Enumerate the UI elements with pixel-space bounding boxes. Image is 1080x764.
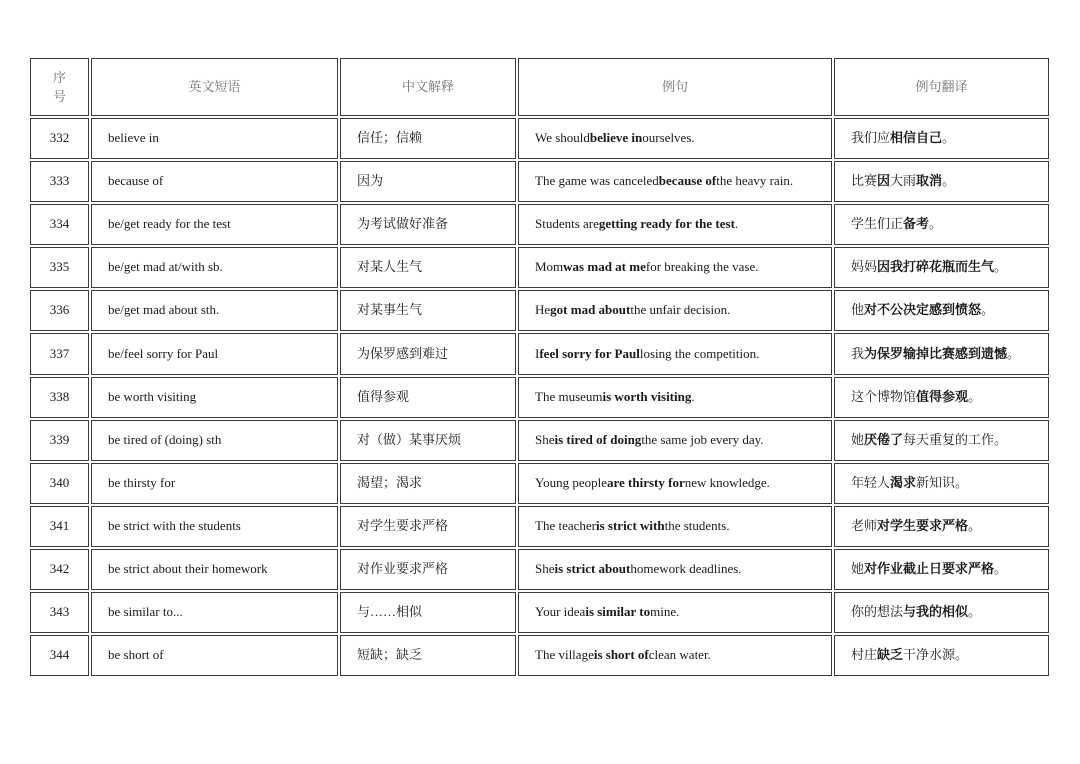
example-text: the same job every day.	[641, 431, 764, 447]
translation-text: 。	[942, 173, 956, 189]
example-text: the heavy rain.	[716, 173, 794, 189]
row-number: 335	[30, 247, 89, 288]
example-highlight: is worth visiting	[602, 388, 692, 404]
chinese-meaning: 对某事生气	[340, 290, 516, 331]
example-text: The teacher	[535, 517, 596, 533]
row-number: 333	[30, 161, 89, 202]
translation-text: 。	[968, 517, 982, 533]
header-number	[30, 58, 89, 116]
example-text: homework deadlines.	[630, 561, 742, 577]
table-row	[30, 290, 1051, 333]
example-sentence	[518, 506, 832, 547]
translation-text: 。	[994, 561, 1008, 577]
translation-text: 村庄	[851, 647, 878, 663]
english-phrase: be/get ready for the test	[91, 204, 338, 245]
example-highlight: getting ready for the test	[598, 216, 735, 232]
table-row	[30, 549, 1051, 592]
example-translation	[834, 635, 1049, 676]
example-highlight: is tired of doing	[554, 431, 642, 447]
table-row	[30, 161, 1051, 204]
example-text: I	[535, 345, 540, 361]
table-header-row	[30, 58, 1051, 118]
example-translation	[834, 549, 1049, 590]
translation-text: 每天重复的工作。	[903, 431, 1008, 447]
example-text: the students.	[664, 517, 730, 533]
chinese-meaning: 为考试做好准备	[340, 204, 516, 245]
english-phrase: be worth visiting	[91, 377, 338, 418]
translation-text: 学生们正	[851, 216, 904, 232]
translation-text: 妈妈	[851, 259, 878, 275]
example-text: new knowledge.	[684, 474, 770, 490]
row-number: 339	[30, 420, 89, 461]
table-row	[30, 204, 1051, 247]
header-number-line2: 号	[52, 89, 66, 104]
translation-text: 年轻人	[851, 474, 891, 490]
chinese-meaning: 对某人生气	[340, 247, 516, 288]
translation-highlight: 对作业截止日要求严格	[864, 561, 995, 577]
translation-text: 比赛	[851, 173, 878, 189]
example-highlight: are thirsty for	[607, 474, 685, 490]
example-sentence	[518, 247, 832, 288]
chinese-meaning: 对作业要求严格	[340, 549, 516, 590]
header-translation: 例句翻译	[834, 58, 1049, 116]
row-number: 338	[30, 377, 89, 418]
translation-text: 他	[851, 302, 865, 318]
english-phrase: be short of	[91, 635, 338, 676]
row-number: 336	[30, 290, 89, 331]
example-sentence	[518, 635, 832, 676]
english-phrase: be/get mad at/with sb.	[91, 247, 338, 288]
example-text: Your idea	[535, 604, 586, 620]
translation-text: 这个博物馆	[851, 388, 917, 404]
header-example: 例句	[518, 58, 832, 116]
translation-highlight: 对不公决定感到愤怒	[864, 302, 982, 318]
row-number: 340	[30, 463, 89, 504]
english-phrase: believe in	[91, 118, 338, 159]
example-highlight: got mad about	[550, 302, 631, 318]
example-text: for breaking the vase.	[645, 259, 759, 275]
translation-highlight: 与我的相似	[903, 604, 969, 620]
english-phrase: be strict with the students	[91, 506, 338, 547]
example-text: .	[734, 216, 739, 232]
translation-text: 。	[968, 604, 982, 620]
translation-text: 老师	[851, 517, 878, 533]
translation-highlight: 缺乏	[877, 647, 904, 663]
example-text: ourselves.	[642, 130, 695, 146]
translation-text: 。	[929, 216, 943, 232]
example-translation	[834, 377, 1049, 418]
header-number-line1: 序	[52, 69, 66, 85]
table-row	[30, 592, 1051, 635]
translation-text: 我	[851, 345, 865, 361]
example-sentence	[518, 420, 832, 461]
translation-highlight: 渴求	[890, 474, 917, 490]
example-translation	[834, 463, 1049, 504]
translation-highlight: 相信自己	[890, 130, 943, 146]
example-translation	[834, 247, 1049, 288]
english-phrase: be/feel sorry for Paul	[91, 333, 338, 374]
translation-text: 干净水源。	[903, 647, 969, 663]
chinese-meaning: 因为	[340, 161, 516, 202]
translation-text: 。	[1007, 345, 1021, 361]
example-text: mine.	[650, 604, 680, 620]
example-sentence	[518, 333, 832, 374]
english-phrase: be strict about their homework	[91, 549, 338, 590]
example-highlight: feel sorry for Paul	[539, 345, 640, 361]
example-highlight: because of	[658, 173, 717, 189]
example-translation	[834, 506, 1049, 547]
example-text: .	[691, 388, 695, 404]
english-phrase: be similar to...	[91, 592, 338, 633]
example-translation	[834, 161, 1049, 202]
example-text: The village	[535, 647, 594, 663]
example-highlight: is strict with	[595, 517, 665, 533]
table-row	[30, 377, 1051, 420]
row-number: 344	[30, 635, 89, 676]
chinese-meaning: 与……相似	[340, 592, 516, 633]
table-row	[30, 463, 1051, 506]
example-translation	[834, 333, 1049, 374]
example-highlight: was mad at me	[563, 259, 646, 275]
table-row	[30, 420, 1051, 463]
example-highlight: is similar to	[585, 604, 651, 620]
chinese-meaning: 渴望；渴求	[340, 463, 516, 504]
translation-highlight: 因我打碎花瓶而生气	[877, 259, 995, 275]
chinese-meaning: 短缺；缺乏	[340, 635, 516, 676]
chinese-meaning: 对学生要求严格	[340, 506, 516, 547]
translation-text: 她	[851, 561, 865, 577]
example-translation	[834, 204, 1049, 245]
example-highlight: is strict about	[554, 561, 631, 577]
row-number: 332	[30, 118, 89, 159]
row-number: 343	[30, 592, 89, 633]
translation-highlight: 因	[877, 173, 891, 189]
translation-text: 她	[851, 431, 865, 447]
translation-highlight: 厌倦了	[864, 431, 904, 447]
example-text: She	[535, 431, 555, 447]
example-translation	[834, 290, 1049, 331]
example-sentence	[518, 377, 832, 418]
example-sentence	[518, 290, 832, 331]
header-phrase: 英文短语	[91, 58, 338, 116]
chinese-meaning: 值得参观	[340, 377, 516, 418]
example-sentence	[518, 549, 832, 590]
translation-highlight: 对学生要求严格	[877, 517, 969, 533]
vocabulary-table	[30, 58, 1051, 678]
translation-text: 你的想法	[851, 604, 904, 620]
translation-text: 我们应	[851, 130, 891, 146]
table-body	[30, 118, 1051, 678]
example-text: losing the competition.	[639, 345, 760, 361]
example-sentence	[518, 161, 832, 202]
example-text: Mom	[535, 259, 564, 275]
row-number: 341	[30, 506, 89, 547]
translation-highlight: 取消	[916, 173, 943, 189]
translation-text: 。	[968, 388, 982, 404]
example-text: clean water.	[648, 647, 711, 663]
example-highlight: is short of	[593, 647, 649, 663]
example-text: We should	[535, 130, 590, 146]
example-text: the unfair decision.	[630, 302, 731, 318]
example-text: Young people	[535, 474, 607, 490]
example-translation	[834, 592, 1049, 633]
english-phrase: be thirsty for	[91, 463, 338, 504]
translation-text: 。	[994, 259, 1008, 275]
example-sentence	[518, 592, 832, 633]
english-phrase: be tired of (doing) sth	[91, 420, 338, 461]
example-text: She	[535, 561, 555, 577]
example-text: Students are	[535, 216, 599, 232]
translation-text: 大雨	[890, 173, 917, 189]
row-number: 334	[30, 204, 89, 245]
example-text: The game was canceled	[535, 173, 659, 189]
example-translation	[834, 118, 1049, 159]
header-meaning: 中文解释	[340, 58, 516, 116]
row-number: 337	[30, 333, 89, 374]
chinese-meaning: 信任；信赖	[340, 118, 516, 159]
example-translation	[834, 420, 1049, 461]
example-sentence	[518, 118, 832, 159]
translation-highlight: 值得参观	[916, 388, 969, 404]
table-row	[30, 247, 1051, 290]
table-row	[30, 118, 1051, 161]
row-number: 342	[30, 549, 89, 590]
translation-highlight: 备考	[903, 216, 930, 232]
translation-text: 。	[981, 302, 995, 318]
example-text: He	[535, 302, 551, 318]
example-sentence	[518, 204, 832, 245]
table-row	[30, 333, 1051, 376]
example-text: The museum	[535, 388, 603, 404]
chinese-meaning: 对（做）某事厌烦	[340, 420, 516, 461]
translation-text: 新知识。	[916, 474, 969, 490]
table-row	[30, 506, 1051, 549]
example-highlight: believe in	[589, 130, 643, 146]
translation-highlight: 为保罗输掉比赛感到遗憾	[864, 345, 1008, 361]
example-sentence	[518, 463, 832, 504]
english-phrase: because of	[91, 161, 338, 202]
translation-text: 。	[942, 130, 956, 146]
english-phrase: be/get mad about sth.	[91, 290, 338, 331]
chinese-meaning: 为保罗感到难过	[340, 333, 516, 374]
table-row	[30, 635, 1051, 678]
